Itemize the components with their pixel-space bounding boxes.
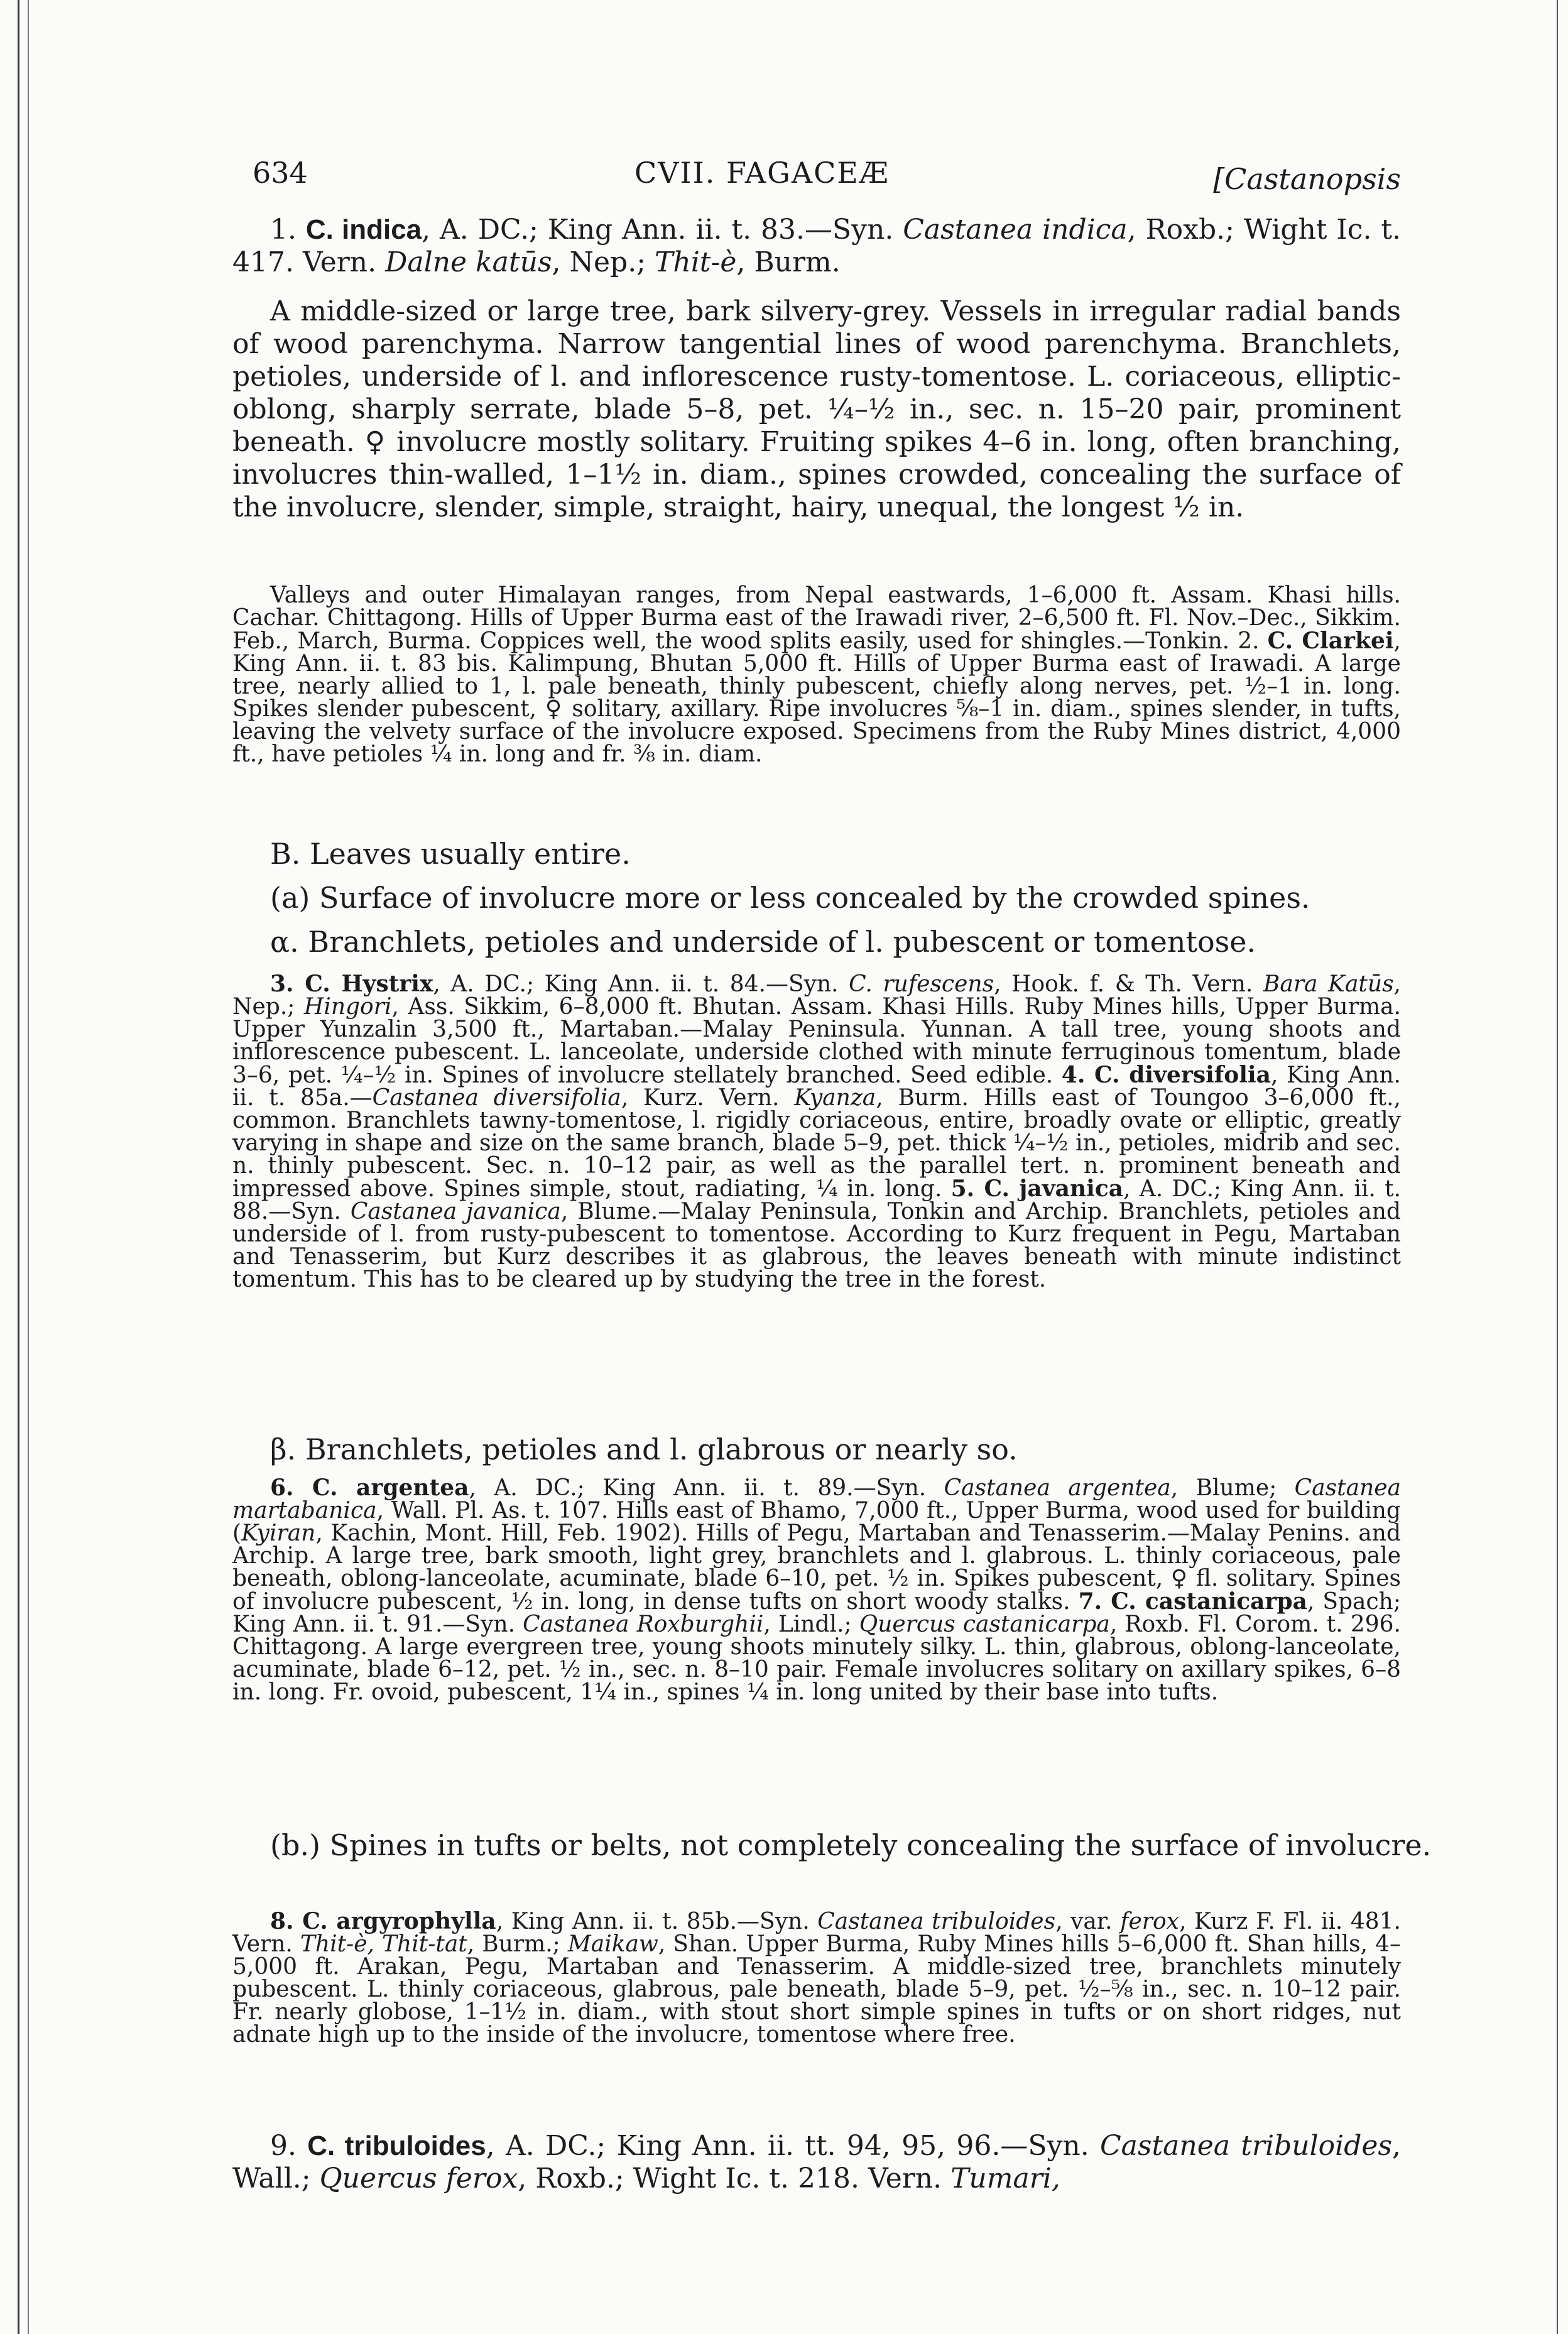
key-a-paren: (a) Surface of involucre more or less concealed by the crowded spines.: [270, 881, 1310, 915]
species-8-text: 8. C. argyrophylla, King Ann. ii. t. 85b.—Syn. Castanea tribuloides, var. ferox, Kurz F. Fl. ii. 481. Vern. Thit-è, Thit-tat, Burm.; Maikaw, Shan. Upper Burma, Ruby Mines hills 5–6,000 ft. Shan hills, 4–5,000 ft. Arakan, Pegu, Martaban and Tenasserim. A middle-sized tree, branchlets minutely pubescent. L. thinly coriaceous, glabrous, pale beneath, blade 5–9, pet. ½–⅝ in., sec. n. 10–12 pair. Fr. nearly globose, 1–1½ in. diam., with stout short simple spines in tufts or on short ridges, nut adnate high up to the inside of the involucre, tomentose where free.: [232, 1908, 1402, 2048]
species-1-heading: 1. C. indica, A. DC.; King Ann. ii. t. 83.—Syn. Castanea indica, Roxb.; Wight Ic. t. 417. Vern. Dalne katūs, Nep.; Thit-è, Burm.: [232, 214, 1401, 278]
species-name: 6. C. argentea: [270, 1475, 469, 1501]
page-header: [232, 156, 1401, 200]
species-3-5-text: 3. C. Hystrix, A. DC.; King Ann. ii. t. 84.—Syn. C. rufescens, Hook. f. & Th. Vern. Bara Katūs, Nep.; Hingori, Ass. Sikkim, 6–8,000 ft. Bhutan. Assam. Khasi Hills. Ruby Mines hills, Upper Burma. Upper Yunzalin 3,500 ft., Martaban.—Malay Peninsula. Yunnan. A tall tree, young shoots and inflorescence pubescent. L. lanceolate, underside clothed with minute ferruginous tomentum, blade 3–6, pet. ¼–½ in. Spines of involucre stellately branched. Seed edible. 4. C. diversifolia, King Ann. ii. t. 85a.—Castanea diversifolia, Kurz. Vern. Kyanza, Burm. Hills east of Toungoo 3–6,000 ft., common. Branchlets tawny-tomentose, l. rigidly coriaceous, entire, broadly ovate or elliptic, greatly varying in shape and size on the same branch, blade 5–9, pet. thick ¼–½ in., petioles, midrib and sec. n. thinly pubescent. Sec. n. 10–12 pair, as well as the parallel tert. n. prominent beneath and impressed above. Spines simple, stout, radiating, ¼ in. long. 5. C. javanica, A. DC.; King Ann. ii. t. 88.—Syn. Castanea javanica, Blume.—Malay Peninsula, Tonkin and Archip. Branchlets, petioles and underside of l. from rusty-pubescent to tomentose. According to Kurz frequent in Pegu, Martaban and Tenasserim, but Kurz describes it as glabrous, the leaves beneath with minute indistinct tomentum. This has to be cleared up by studying the tree in the forest.: [232, 971, 1402, 1292]
species-name: 3. C. Hystrix: [270, 971, 433, 997]
key-beta: β. Branchlets, petioles and l. glabrous or nearly so.: [270, 1432, 1018, 1466]
species-name: C. indica: [305, 214, 422, 245]
species-name: C. Clarkei: [1267, 628, 1394, 654]
scan-edge-right: [1557, 0, 1558, 2334]
running-head: [Castanopsis: [1213, 162, 1401, 196]
species-name: 8. C. argyrophylla: [270, 1908, 496, 1934]
species-9-heading: 9. C. tribuloides, A. DC.; King Ann. ii. tt. 94, 95, 96.—Syn. Castanea tribuloides, Wall.; Quercus ferox, Roxb.; Wight Ic. t. 218. Vern. Tumari,: [232, 2130, 1402, 2195]
scan-edge-left-inner: [28, 0, 29, 2334]
species-name: C. tribuloides: [307, 2130, 486, 2161]
species-name: 5. C. javanica: [950, 1175, 1124, 1202]
page-number: 634: [253, 156, 308, 190]
species-1-distribution: Valleys and outer Himalayan ranges, from Nepal eastwards, 1–6,000 ft. Assam. Khasi hills. Cachar. Chittagong. Hills of Upper Burma east of the Irawadi river, 2–6,500 ft. Fl. Nov.–Dec., Sikkim. Feb., March, Burma. Coppices well, the wood splits easily, used for shingles.—Tonkin. 2. C. Clarkei, King Ann. ii. t. 83 bis. Kalimpung, Bhutan 5,000 ft. Hills of Upper Burma east of Irawadi. A large tree, nearly allied to 1, l. pale beneath, thinly pubescent, chiefly along nerves, pet. ½–1 in. long. Spikes slender pubescent, ♀ solitary, axillary. Ripe involucres ⅝–1 in. diam., spines slender, in tufts, leaving the velvety surface of the involucre exposed. Specimens from the Ruby Mines district, 4,000 ft., have petioles ¼ in. long and fr. ⅜ in. diam.: [232, 582, 1401, 767]
species-6-7-text: 6. C. argentea, A. DC.; King Ann. ii. t. 89.—Syn. Castanea argentea, Blume; Castanea martabanica, Wall. Pl. As. t. 107. Hills east of Bhamo, 7,000 ft., Upper Burma, wood used for building (Kyiran, Kachin, Mont. Hill, Feb. 1902). Hills of Pegu, Martaban and Tenasserim.—Malay Penins. and Archip. A large tree, bark smooth, light grey, branchlets and l. glabrous. L. thinly coriaceous, pale beneath, oblong-lanceolate, acuminate, blade 6–10, pet. ½ in. Spikes pubescent, ♀ fl. solitary. Spines of involucre pubescent, ½ in. long, in dense tufts on short woody stalks. 7. C. castanicarpa, Spach; King Ann. ii. t. 91.—Syn. Castanea Roxburghii, Lindl.; Quercus castanicarpa, Roxb. Fl. Corom. t. 296. Chittagong. A large evergreen tree, young shoots minutely silky. L. thin, glabrous, oblong-lanceolate, acuminate, blade 6–12, pet. ½ in., sec. n. 8–10 pair. Female involucres solitary on axillary spikes, 6–8 in. long. Fr. ovoid, pubescent, 1¼ in., spines ¼ in. long united by their base into tufts.: [232, 1475, 1402, 1705]
key-alpha: α. Branchlets, petioles and underside of l. pubescent or tomentose.: [270, 925, 1256, 959]
species-name: 4. C. diversifolia: [1061, 1062, 1271, 1088]
page-title: CVII. FAGACEÆ: [634, 156, 890, 190]
key-b-paren: (b.) Spines in tufts or belts, not completely concealing the surface of involucre.: [270, 1828, 1432, 1862]
species-name: 7. C. castanicarpa: [1078, 1588, 1307, 1615]
key-B: B. Leaves usually entire.: [270, 837, 631, 871]
species-1-description: A middle-sized or large tree, bark silvery-grey. Vessels in irregular radial bands of wood parenchyma. Narrow tangential lines of wood parenchyma. Branchlets, petioles, underside of l. and inflorescence rusty-tomentose. L. coriaceous, elliptic-oblong, sharply serrate, blade 5–8, pet. ¼–½ in., sec. n. 15–20 pair, prominent beneath. ♀ involucre mostly solitary. Fruiting spikes 4–6 in. long, often branching, involucres thin-walled, 1–1½ in. diam., spines crowded, concealing the surface of the involucre, slender, simple, straight, hairy, unequal, the longest ½ in.: [232, 295, 1401, 523]
scan-edge-left: [18, 0, 19, 2334]
